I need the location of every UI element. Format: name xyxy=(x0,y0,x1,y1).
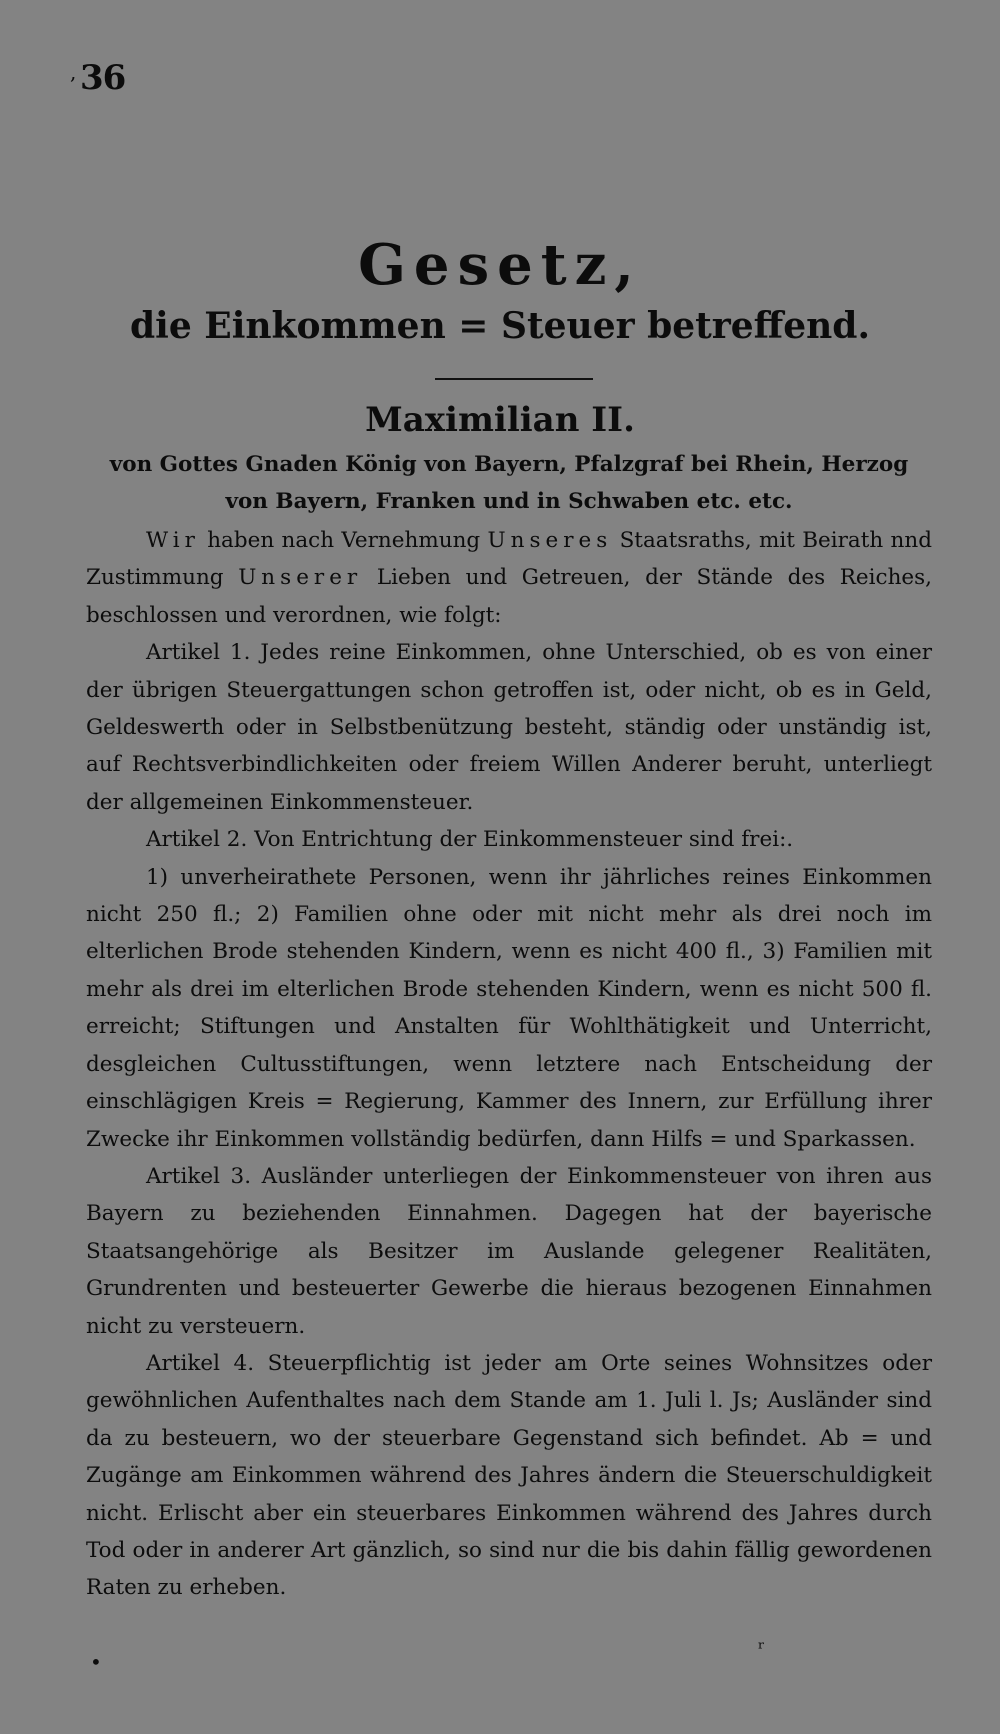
law-body xyxy=(86,522,932,1607)
page-number: 36 xyxy=(80,58,126,98)
preamble-word: Wir xyxy=(146,528,200,553)
scan-speck: ʳ xyxy=(758,1636,765,1660)
article-4: Artikel 4. Steuerpflichtig ist jeder am Orte seines Wohnsitzes oder gewöhnlichen Aufenthaltes nach dem Stande am 1. Juli l. Js; Ausländer sind da zu besteuern, wo der steuerbare Gegenstand sich befindet. Ab = und Zugänge am Einkommen während des Jahres ändern die Steuerschuldigkeit nicht. Erlischt aber ein steuerbares Einkommen während des Jahres durch Tod oder in anderer Art gänzlich, so sind nur die bis dahin fällig gewordenen Raten zu erheben. xyxy=(86,1350,932,1601)
ruler-name: Maximilian II. xyxy=(365,400,635,440)
preamble-text: Staatsraths, mit Beirath nnd Zustimmung xyxy=(86,528,932,591)
preamble-word: Unseres xyxy=(487,528,613,553)
preamble xyxy=(86,522,932,634)
law-title: Gesetz, xyxy=(358,232,642,298)
article-2: Artikel 2. Von Entrichtung der Einkommensteuer sind frei:. xyxy=(146,827,794,853)
article-3: Artikel 3. Ausländer unterliegen der Einkommensteuer von ihren aus Bayern zu beziehenden Einnahmen. Dagegen hat der bayerische Staatsangehörige als Besitzer im Auslande gelegener Realitäten, Grundrenten und besteuerter Gewerbe die hieraus bezogenen Einnahmen nicht zu versteuern. xyxy=(86,1163,932,1339)
law-subtitle: die Einkommen = Steuer betreffend. xyxy=(129,305,871,347)
article-2-exemptions: 1) unverheirathete Personen, wenn ihr jährliches reines Einkommen nicht 250 fl.; 2) Familien ohne oder mit nicht mehr als drei noch im elterlichen Brode stehenden Kindern, wenn es nicht 400 fl., 3) Familien mit mehr als drei im elterlichen Brode stehenden Kindern, wenn es nicht 500 fl. erreicht; Stiftungen und Anstalten für Wohlthätigkeit und Unterricht, desgleichen Cultusstiftungen, wenn letztere nach Entscheidung der einschlägigen Kreis = Regierung, Kammer des Innern, zur Erfüllung ihrer Zwecke ihr Einkommen vollständig bedürfen, dann Hilfs = und Sparkassen. xyxy=(86,864,932,1152)
article-1: Artikel 1. Jedes reine Einkommen, ohne Unterschied, ob es von einer der übrigen Steuergattungen schon getroffen ist, oder nicht, ob es in Geld, Geldeswerth oder in Selbstbenützung besteht, ständig oder unständig ist, auf Rechtsverbindlichkeiten oder freiem Willen Anderer beruht, unterliegt der allgemeinen Einkommensteuer. xyxy=(86,640,932,815)
scan-speck: • xyxy=(90,1650,102,1674)
preamble-text: haben nach Vernehmung xyxy=(199,528,488,553)
title-divider xyxy=(435,378,593,380)
ruler-titles: von Gottes Gnaden König von Bayern, Pfalzgraf bei Rhein, Herzog von Bayern, Franken und in Schwaben etc. etc. xyxy=(109,452,909,514)
preamble-word: Unserer xyxy=(238,565,363,591)
preamble-text: Lieben und Getreuen, der Stände des Reiches, beschlossen und verordnen, wie folgt: xyxy=(86,565,933,628)
scan-speck: , xyxy=(70,60,77,84)
